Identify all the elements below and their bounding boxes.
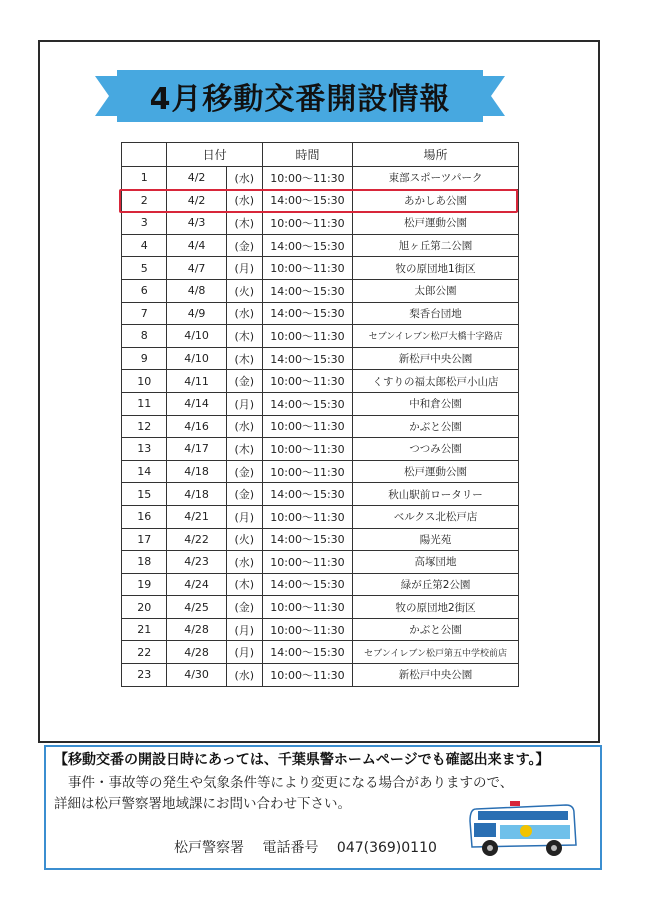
- row-number: 5: [122, 257, 167, 280]
- row-time: 14:00～15:30: [262, 392, 352, 415]
- row-time: 14:00～15:30: [262, 234, 352, 257]
- row-time: 10:00～11:30: [262, 167, 352, 190]
- mobile-police-van-icon: [466, 801, 581, 859]
- row-weekday: (月): [226, 257, 262, 280]
- row-place: 太郎公園: [353, 279, 519, 302]
- row-time: 10:00～11:30: [262, 596, 352, 619]
- row-place: 松戸運動公園: [353, 212, 519, 235]
- row-time: 10:00～11:30: [262, 212, 352, 235]
- phone-number: 047(369)0110: [336, 840, 437, 856]
- row-number: 2: [122, 189, 167, 212]
- title-banner: [95, 66, 505, 126]
- table-row: [122, 483, 519, 506]
- row-number: 12: [122, 415, 167, 438]
- row-time: 10:00～11:30: [262, 618, 352, 641]
- row-place: セブンイレブン松戸第五中学校前店: [353, 641, 519, 664]
- row-place: かぶと公園: [353, 618, 519, 641]
- row-number: 4: [122, 234, 167, 257]
- table-row: [122, 325, 519, 348]
- row-weekday: (金): [226, 483, 262, 506]
- highlighted-row-frame: [119, 189, 518, 213]
- row-date: 4/10: [167, 347, 226, 370]
- row-place: 高塚団地: [353, 551, 519, 574]
- table-row: [122, 438, 519, 461]
- row-time: 10:00～11:30: [262, 257, 352, 280]
- header-place: 場所: [353, 143, 519, 167]
- header-no: [122, 143, 167, 167]
- table-row: [122, 415, 519, 438]
- row-time: 10:00～11:30: [262, 460, 352, 483]
- row-date: 4/18: [167, 483, 226, 506]
- row-date: 4/23: [167, 551, 226, 574]
- row-time: 10:00～11:30: [262, 415, 352, 438]
- row-weekday: (月): [226, 618, 262, 641]
- row-weekday: (木): [226, 438, 262, 461]
- row-place: 秋山駅前ロータリー: [353, 483, 519, 506]
- notice-line-2: 詳細は松戸警察署地域課にお問い合わせ下さい。: [54, 796, 351, 812]
- row-date: 4/25: [167, 596, 226, 619]
- row-place: くすりの福太郎松戸小山店: [353, 370, 519, 393]
- row-time: 14:00～15:30: [262, 483, 352, 506]
- row-date: 4/3: [167, 212, 226, 235]
- row-number: 17: [122, 528, 167, 551]
- row-date: 4/16: [167, 415, 226, 438]
- row-number: 22: [122, 641, 167, 664]
- row-weekday: (木): [226, 347, 262, 370]
- row-date: 4/10: [167, 325, 226, 348]
- row-time: 14:00～15:30: [262, 189, 352, 212]
- row-date: 4/2: [167, 189, 226, 212]
- row-weekday: (金): [226, 596, 262, 619]
- row-weekday: (水): [226, 664, 262, 687]
- row-time: 14:00～15:30: [262, 528, 352, 551]
- row-place: 松戸運動公園: [353, 460, 519, 483]
- row-number: 19: [122, 573, 167, 596]
- row-time: 10:00～11:30: [262, 325, 352, 348]
- row-place: 新松戸中央公園: [353, 347, 519, 370]
- table-row: [122, 234, 519, 257]
- table-row: [122, 392, 519, 415]
- row-date: 4/17: [167, 438, 226, 461]
- row-place: 牧の原団地1街区: [353, 257, 519, 280]
- row-weekday: (月): [226, 505, 262, 528]
- row-date: 4/22: [167, 528, 226, 551]
- row-time: 10:00～11:30: [262, 551, 352, 574]
- row-number: 13: [122, 438, 167, 461]
- header-date: 日付: [167, 143, 262, 167]
- row-weekday: (金): [226, 460, 262, 483]
- row-place: 梨香台団地: [353, 302, 519, 325]
- table-row: [122, 302, 519, 325]
- row-place: 新松戸中央公園: [353, 664, 519, 687]
- row-weekday: (水): [226, 415, 262, 438]
- row-weekday: (金): [226, 234, 262, 257]
- notice-line-1: 事件・事故等の発生や気象条件等により変更になる場合がありますので、: [68, 775, 514, 791]
- row-time: 10:00～11:30: [262, 505, 352, 528]
- row-time: 14:00～15:30: [262, 302, 352, 325]
- row-number: 9: [122, 347, 167, 370]
- row-date: 4/28: [167, 641, 226, 664]
- schedule-table: [121, 142, 519, 687]
- row-date: 4/30: [167, 664, 226, 687]
- row-place: 東部スポーツパーク: [353, 167, 519, 190]
- row-time: 14:00～15:30: [262, 279, 352, 302]
- row-date: 4/7: [167, 257, 226, 280]
- row-place: 緑が丘第2公園: [353, 573, 519, 596]
- page-title: 4月移動交番開設情報: [149, 82, 451, 117]
- notice-title: 【移動交番の開設日時にあっては、千葉県警ホームページでも確認出来ます。】: [54, 752, 550, 768]
- table-row: [122, 347, 519, 370]
- row-time: 10:00～11:30: [262, 370, 352, 393]
- row-time: 14:00～15:30: [262, 641, 352, 664]
- row-time: 14:00～15:30: [262, 573, 352, 596]
- row-time: 10:00～11:30: [262, 438, 352, 461]
- table-row: [122, 573, 519, 596]
- row-place: かぶと公園: [353, 415, 519, 438]
- row-place: つつみ公園: [353, 438, 519, 461]
- row-date: 4/4: [167, 234, 226, 257]
- row-weekday: (木): [226, 212, 262, 235]
- row-number: 21: [122, 618, 167, 641]
- row-time: 10:00～11:30: [262, 664, 352, 687]
- table-row: [122, 528, 519, 551]
- row-number: 18: [122, 551, 167, 574]
- notice-box: [44, 745, 602, 870]
- row-weekday: (火): [226, 279, 262, 302]
- table-row: [122, 596, 519, 619]
- table-row: [122, 370, 519, 393]
- row-weekday: (金): [226, 370, 262, 393]
- row-date: 4/18: [167, 460, 226, 483]
- table-row: [122, 505, 519, 528]
- row-weekday: (月): [226, 641, 262, 664]
- row-time: 14:00～15:30: [262, 347, 352, 370]
- table-row: [122, 257, 519, 280]
- row-number: 7: [122, 302, 167, 325]
- row-date: 4/11: [167, 370, 226, 393]
- row-weekday: (月): [226, 392, 262, 415]
- row-place: 旭ヶ丘第二公園: [353, 234, 519, 257]
- row-date: 4/24: [167, 573, 226, 596]
- row-number: 14: [122, 460, 167, 483]
- row-date: 4/9: [167, 302, 226, 325]
- row-number: 1: [122, 167, 167, 190]
- row-number: 16: [122, 505, 167, 528]
- row-date: 4/14: [167, 392, 226, 415]
- row-place: ベルクス北松戸店: [353, 505, 519, 528]
- header-time: 時間: [262, 143, 352, 167]
- contact-info: [174, 837, 451, 857]
- row-place: あかしあ公園: [353, 189, 519, 212]
- row-weekday: (水): [226, 551, 262, 574]
- row-date: 4/21: [167, 505, 226, 528]
- row-number: 15: [122, 483, 167, 506]
- phone-label: 電話番号: [262, 840, 319, 856]
- table-row: [122, 551, 519, 574]
- row-number: 8: [122, 325, 167, 348]
- row-date: 4/2: [167, 167, 226, 190]
- table-row: [122, 212, 519, 235]
- row-place: 陽光苑: [353, 528, 519, 551]
- row-weekday: (木): [226, 325, 262, 348]
- row-number: 20: [122, 596, 167, 619]
- row-number: 3: [122, 212, 167, 235]
- row-place: セブンイレブン松戸大橋十字路店: [353, 325, 519, 348]
- row-place: 中和倉公園: [353, 392, 519, 415]
- row-number: 10: [122, 370, 167, 393]
- row-date: 4/28: [167, 618, 226, 641]
- row-number: 11: [122, 392, 167, 415]
- table-row: [122, 618, 519, 641]
- row-number: 6: [122, 279, 167, 302]
- row-weekday: (水): [226, 189, 262, 212]
- row-weekday: (水): [226, 167, 262, 190]
- row-weekday: (木): [226, 573, 262, 596]
- row-weekday: (火): [226, 528, 262, 551]
- table-row: [122, 664, 519, 687]
- table-row: [122, 279, 519, 302]
- table-row: [122, 167, 519, 190]
- table-header-row: [122, 143, 519, 167]
- station-name: 松戸警察署: [174, 840, 244, 856]
- row-place: 牧の原団地2街区: [353, 596, 519, 619]
- row-weekday: (水): [226, 302, 262, 325]
- row-number: 23: [122, 664, 167, 687]
- table-row: [122, 460, 519, 483]
- table-row: [122, 641, 519, 664]
- row-date: 4/8: [167, 279, 226, 302]
